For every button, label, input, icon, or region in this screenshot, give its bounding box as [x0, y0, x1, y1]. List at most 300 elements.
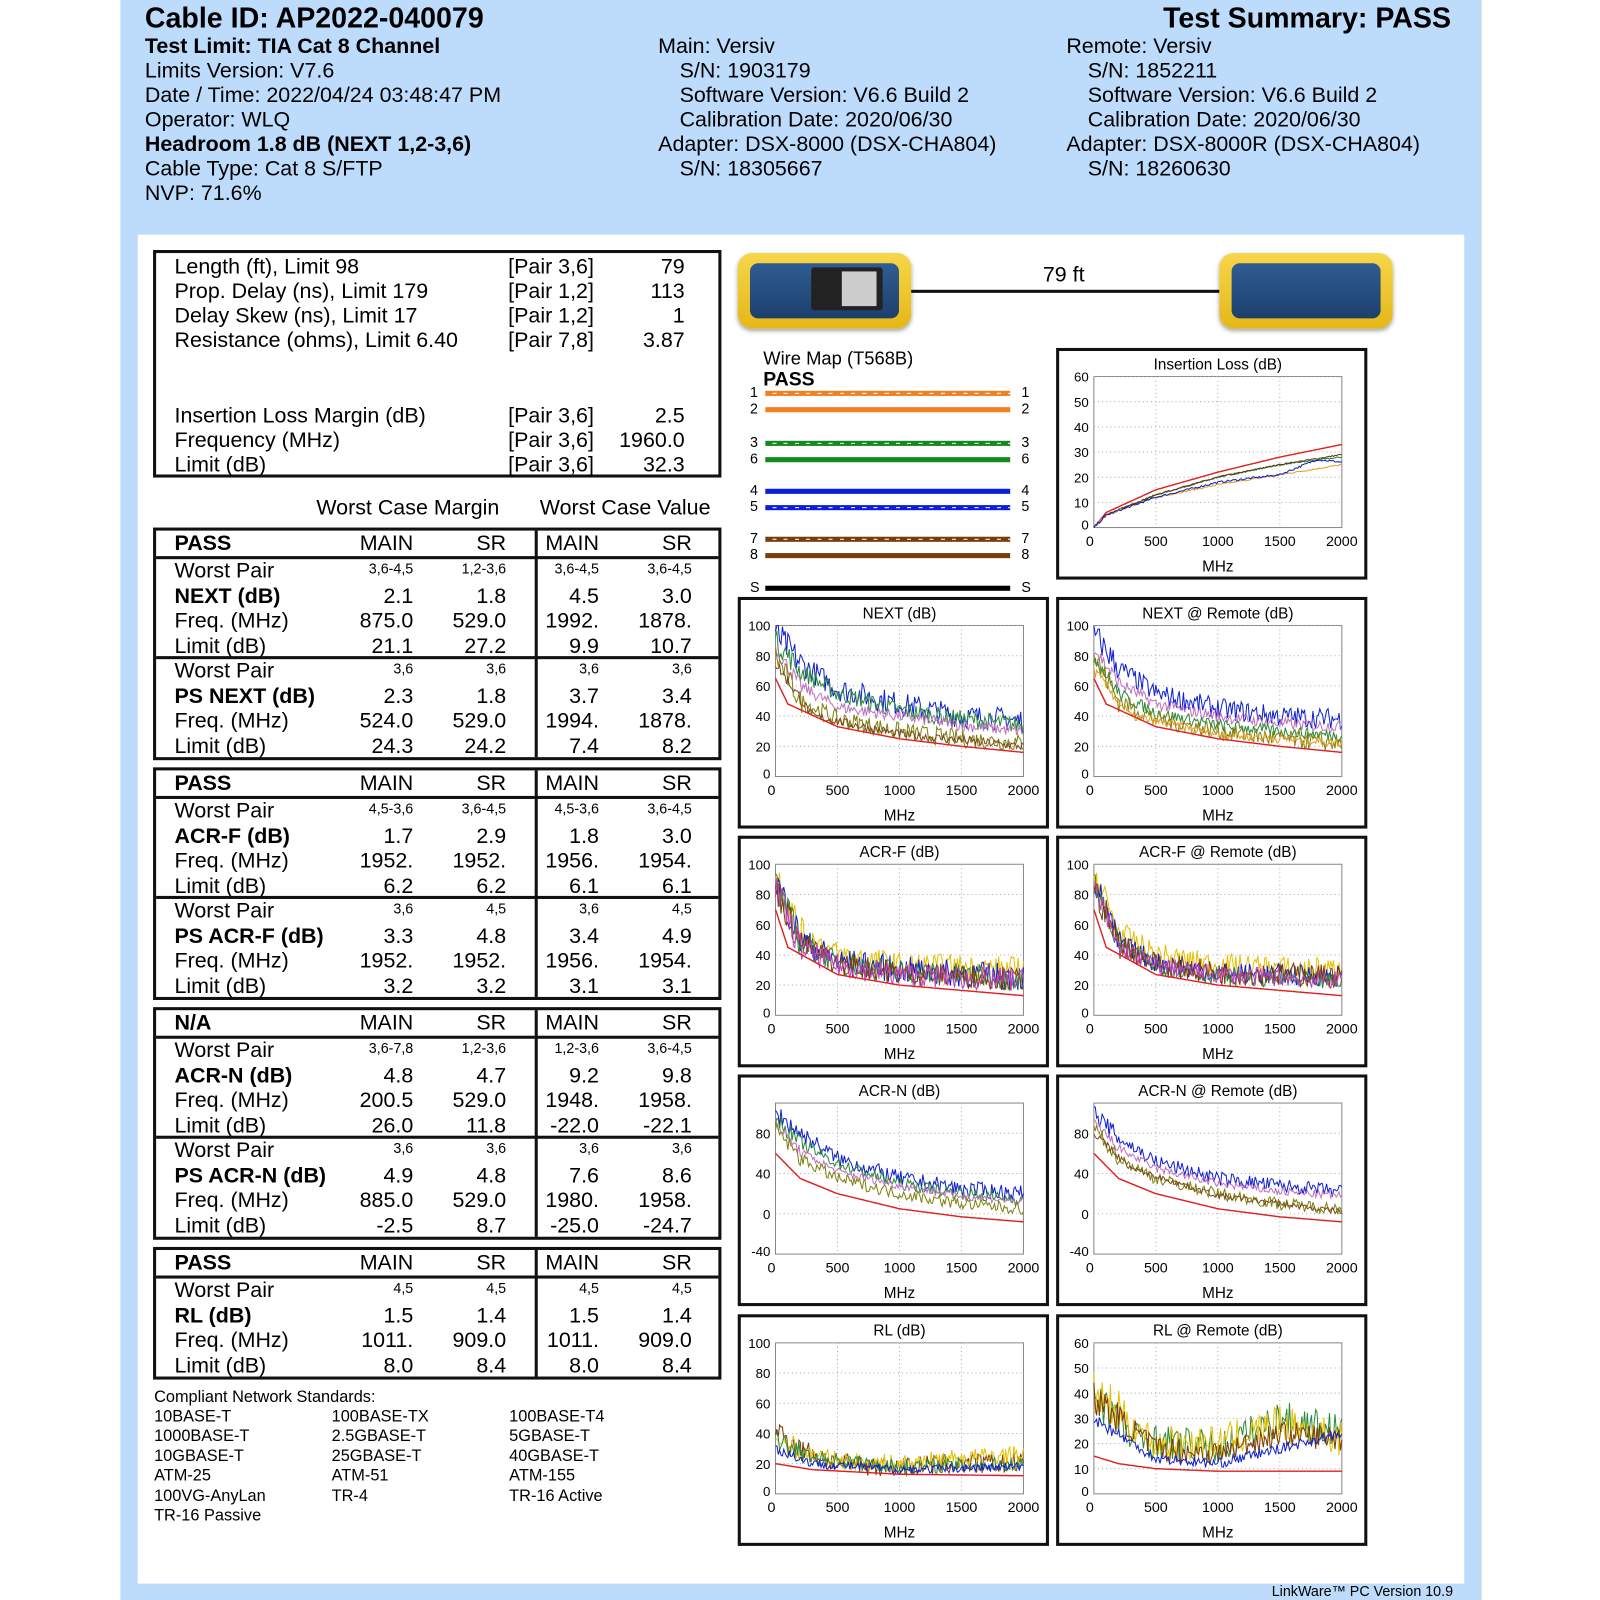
- column-header: SR: [662, 1011, 692, 1035]
- wire-4: [765, 489, 1010, 494]
- wire-pin-right: 5: [1021, 497, 1030, 515]
- limit-cell: 8.0: [383, 1353, 414, 1378]
- wire-3: [765, 441, 1010, 446]
- chart-title: ACR-N (dB): [858, 1082, 941, 1100]
- value-cell: 3.0: [662, 823, 692, 848]
- x-tick-label: 0: [1085, 1500, 1094, 1517]
- value-cell: 3.4: [662, 684, 692, 708]
- chart-canvas: [1059, 600, 1364, 826]
- x-axis-label: MHz: [883, 807, 916, 825]
- main-info-line: Calibration Date: 2020/06/30: [679, 108, 953, 132]
- freq-cell: 1956.: [545, 948, 599, 973]
- freq-cell: 1980.: [545, 1188, 599, 1213]
- results-table: [153, 1007, 721, 1240]
- limit-cell: 3.2: [476, 973, 507, 998]
- summary-value: 1960.0: [619, 428, 685, 453]
- row-label: Worst Pair: [174, 1138, 275, 1163]
- cable-id: Cable ID: AP2022-040079: [144, 2, 484, 34]
- table-status: N/A: [174, 1011, 212, 1035]
- column-header: MAIN: [359, 1251, 414, 1275]
- y-tick-label: 0: [1081, 517, 1089, 533]
- chart-canvas: [1059, 1078, 1364, 1304]
- row-label: NEXT (dB): [174, 584, 281, 608]
- x-tick-label: 500: [1143, 782, 1168, 799]
- wire-5: [765, 505, 1010, 510]
- standard-item: 100BASE-T4: [509, 1408, 605, 1426]
- limit-cell: 11.8: [465, 1113, 507, 1138]
- freq-cell: 885.0: [359, 1188, 414, 1213]
- standard-item: 100BASE-TX: [331, 1408, 429, 1426]
- row-label: Limit (dB): [174, 873, 267, 898]
- column-header: SR: [662, 1251, 692, 1275]
- y-tick-label: 40: [1074, 709, 1089, 725]
- standard-item: TR-16 Passive: [154, 1507, 262, 1525]
- test-summary: Test Summary: PASS: [1163, 2, 1452, 34]
- freq-cell: 1952.: [359, 848, 414, 873]
- x-axis-label: MHz: [1202, 1284, 1234, 1302]
- value-cell: 2.1: [383, 584, 414, 608]
- row-label: Freq. (MHz): [174, 1328, 289, 1353]
- freq-cell: 1958.: [638, 1088, 692, 1113]
- remote-info-line: Remote: Versiv: [1066, 34, 1212, 59]
- freq-cell: 200.5: [359, 1088, 414, 1113]
- standard-item: TR-16 Active: [509, 1487, 603, 1505]
- row-label: Freq. (MHz): [174, 1188, 289, 1213]
- value-cell: 2.9: [476, 823, 507, 848]
- x-tick-label: 2000: [1325, 1021, 1358, 1038]
- summary-label: Insertion Loss Margin (dB): [174, 404, 426, 428]
- wire-S: [765, 586, 1010, 591]
- chart-canvas: [741, 1078, 1046, 1304]
- y-tick-label: 80: [755, 887, 771, 903]
- cable-link-line: [911, 290, 1219, 293]
- chart-rl-db: [738, 1314, 1049, 1546]
- summary-label: Prop. Delay (ns), Limit 179: [174, 279, 429, 304]
- freq-cell: 1956.: [545, 848, 599, 873]
- worst-pair-cell: 4,5-3,6: [554, 799, 599, 817]
- value-cell: 4.9: [383, 1163, 414, 1188]
- x-axis-label: MHz: [1202, 807, 1234, 825]
- y-tick-label: 100: [748, 618, 771, 634]
- freq-cell: 1948.: [545, 1088, 599, 1113]
- row-label: Freq. (MHz): [174, 848, 289, 873]
- value-cell: 1.8: [476, 684, 507, 708]
- limit-cell: 26.0: [371, 1113, 414, 1138]
- worst-pair-cell: 3,6-4,5: [461, 799, 507, 817]
- chart-insertion-loss-db: [1056, 348, 1367, 580]
- row-label: PS ACR-N (dB): [174, 1163, 327, 1188]
- y-tick-label: 60: [1074, 679, 1089, 695]
- column-header: SR: [476, 1011, 507, 1035]
- value-cell: 4.8: [383, 1063, 414, 1088]
- y-tick-label: 20: [1074, 1436, 1089, 1452]
- y-tick-label: 20: [1074, 470, 1089, 486]
- summary-label: Delay Skew (ns), Limit 17: [174, 304, 418, 328]
- plot-area: [776, 626, 1024, 777]
- y-tick-label: 80: [755, 1126, 771, 1142]
- y-tick-label: 0: [763, 766, 771, 782]
- worst-pair-cell: 3,6: [671, 1139, 692, 1157]
- worst-pair-cell: 3,6: [393, 899, 414, 917]
- row-label: Freq. (MHz): [174, 709, 289, 733]
- row-label: Worst Pair: [174, 898, 275, 923]
- y-tick-label: 60: [755, 679, 771, 695]
- wire-pin-left: 7: [749, 529, 758, 546]
- wire-pin-left: 2: [749, 399, 758, 417]
- y-tick-label: 10: [1074, 1461, 1089, 1477]
- summary-results-box: [153, 250, 721, 478]
- worst-pair-cell: 4,5: [486, 1279, 507, 1296]
- left-info-line: Date / Time: 2022/04/24 03:48:47 PM: [144, 83, 502, 108]
- chart-next-remote-db: [1056, 597, 1367, 829]
- worst-pair-cell: 3,6: [486, 1139, 507, 1157]
- summary-value: 32.3: [642, 453, 685, 477]
- x-tick-label: 1500: [1263, 533, 1296, 550]
- x-axis-label: MHz: [1202, 1524, 1234, 1542]
- column-header: MAIN: [359, 531, 414, 556]
- y-tick-label: 40: [755, 1166, 771, 1182]
- column-header: SR: [662, 531, 692, 556]
- x-tick-label: 1500: [1263, 1260, 1296, 1277]
- x-tick-label: 1500: [945, 782, 978, 799]
- y-tick-label: -40: [751, 1244, 771, 1260]
- limit-cell: 10.7: [650, 634, 692, 658]
- summary-pair: [Pair 3,6]: [508, 255, 594, 279]
- standard-item: TR-4: [331, 1487, 368, 1505]
- summary-label: Resistance (ohms), Limit 6.40: [174, 328, 458, 353]
- column-header: SR: [476, 771, 507, 795]
- worst-pair-cell: 3,6: [393, 1139, 414, 1157]
- standards-title: Compliant Network Standards:: [154, 1388, 376, 1407]
- remote-info-line: Software Version: V6.6 Build 2: [1087, 83, 1378, 108]
- y-tick-label: 50: [1074, 1361, 1089, 1377]
- x-tick-label: 500: [825, 782, 850, 799]
- summary-pair: [Pair 3,6]: [508, 453, 594, 477]
- column-header: SR: [476, 531, 507, 556]
- y-tick-label: 60: [1074, 1335, 1089, 1351]
- x-tick-label: 500: [1143, 1021, 1168, 1038]
- wire-pin-left: S: [749, 578, 760, 595]
- chart-acr-n-remote-db: [1056, 1074, 1367, 1306]
- freq-cell: 1952.: [452, 948, 507, 973]
- freq-cell: 529.0: [452, 609, 507, 633]
- y-tick-label: 0: [1081, 1483, 1089, 1499]
- x-tick-label: 0: [1085, 782, 1094, 799]
- row-label: Limit (dB): [174, 1353, 267, 1378]
- worst-pair-cell: 4,5: [393, 1279, 414, 1296]
- summary-value: 79: [660, 255, 685, 279]
- left-info-line: Operator: WLQ: [144, 108, 291, 132]
- x-tick-label: 2000: [1325, 533, 1358, 550]
- left-info-line: NVP: 71.6%: [144, 181, 262, 206]
- worst-pair-cell: 1,2-3,6: [461, 560, 507, 577]
- summary-label: Frequency (MHz): [174, 428, 341, 453]
- limit-cell: -22.1: [642, 1113, 692, 1138]
- x-tick-label: 0: [1085, 1021, 1094, 1038]
- freq-cell: 1011.: [361, 1328, 414, 1353]
- row-label: Limit (dB): [174, 1113, 267, 1138]
- x-tick-label: 1500: [945, 1021, 978, 1038]
- x-tick-label: 500: [1143, 1500, 1168, 1517]
- y-tick-label: 20: [755, 1456, 771, 1472]
- limit-cell: 8.7: [476, 1213, 507, 1238]
- x-tick-label: 2000: [1007, 1260, 1040, 1277]
- wire-pin-left: 5: [749, 497, 758, 515]
- worst-pair-cell: 3,6: [671, 660, 692, 677]
- limit-cell: 8.4: [662, 1353, 692, 1378]
- test-info: [145, 35, 501, 206]
- y-tick-label: 60: [1074, 369, 1089, 385]
- x-tick-label: 0: [767, 1021, 776, 1038]
- worst-pair-cell: 4,5-3,6: [368, 799, 414, 817]
- freq-cell: 1994.: [545, 709, 599, 733]
- column-header: MAIN: [545, 1251, 599, 1275]
- wire-pin-left: 1: [749, 383, 758, 400]
- y-tick-label: -40: [1069, 1244, 1089, 1260]
- chart-title: ACR-F (dB): [859, 844, 940, 862]
- x-axis-label: MHz: [1202, 1046, 1234, 1064]
- freq-cell: 529.0: [452, 1188, 507, 1213]
- value-cell: 4.8: [476, 1163, 507, 1188]
- y-tick-label: 20: [755, 978, 771, 994]
- worst-pair-cell: 4,5: [671, 1279, 692, 1296]
- x-tick-label: 2000: [1325, 1260, 1358, 1277]
- row-label: Worst Pair: [174, 1038, 275, 1063]
- limit-cell: 8.0: [569, 1353, 599, 1378]
- y-tick-label: 60: [1074, 917, 1089, 933]
- value-cell: 1.5: [569, 1303, 599, 1328]
- worst-case-value-heading: Worst Case Value: [539, 495, 711, 520]
- x-axis-label: MHz: [883, 1046, 916, 1064]
- value-cell: 3.7: [569, 684, 599, 708]
- chart-title: RL @ Remote (dB): [1152, 1322, 1283, 1340]
- main-unit-info: [658, 35, 996, 182]
- wire-pin-right: S: [1021, 578, 1031, 595]
- y-tick-label: 0: [1081, 766, 1089, 782]
- freq-cell: 1952.: [452, 848, 507, 873]
- y-tick-label: 80: [755, 648, 771, 664]
- worst-pair-cell: 3,6: [579, 660, 599, 677]
- x-tick-label: 1500: [1263, 1021, 1296, 1038]
- x-tick-label: 500: [1143, 533, 1168, 550]
- chart-title: ACR-N @ Remote (dB): [1138, 1082, 1298, 1100]
- standard-item: 5GBASE-T: [509, 1427, 590, 1446]
- main-info-line: Software Version: V6.6 Build 2: [679, 83, 970, 108]
- worst-pair-cell: 3,6-4,5: [647, 560, 692, 577]
- limit-cell: 24.3: [371, 734, 414, 758]
- main-info-line: Main: Versiv: [658, 34, 775, 59]
- wire-pin-left: 6: [749, 449, 758, 467]
- remote-unit-info: [1066, 35, 1420, 182]
- wire-pin-right: 2: [1021, 399, 1030, 417]
- value-cell: 3.4: [569, 923, 599, 948]
- wire-2: [765, 407, 1010, 412]
- remote-info-line: Adapter: DSX-8000R (DSX-CHA804): [1066, 132, 1421, 157]
- value-cell: 7.6: [569, 1163, 599, 1188]
- y-tick-label: 40: [1074, 1166, 1089, 1182]
- y-tick-label: 80: [1074, 887, 1089, 903]
- freq-cell: 1878.: [638, 609, 692, 633]
- value-cell: 8.6: [662, 1163, 692, 1188]
- chart-next-db: [738, 597, 1049, 829]
- standard-item: 25GBASE-T: [331, 1447, 422, 1466]
- x-tick-label: 1500: [1263, 782, 1296, 799]
- column-divider: [535, 531, 538, 758]
- remote-tester-image: [1219, 253, 1392, 329]
- table-status: PASS: [174, 1251, 232, 1275]
- y-tick-label: 100: [748, 857, 771, 873]
- wire-7: [765, 537, 1010, 542]
- results-table: [153, 528, 721, 761]
- chart-title: NEXT @ Remote (dB): [1142, 605, 1294, 623]
- freq-cell: 1954.: [638, 848, 692, 873]
- summary-value: 113: [650, 279, 685, 304]
- y-tick-label: 0: [763, 1005, 771, 1021]
- chart-acr-f-db: [738, 836, 1049, 1068]
- column-header: MAIN: [359, 1011, 414, 1035]
- freq-cell: 875.0: [359, 609, 414, 633]
- y-tick-label: 0: [1081, 1206, 1089, 1222]
- summary-label: Limit (dB): [174, 453, 267, 477]
- summary-pair: [Pair 1,2]: [508, 304, 594, 328]
- y-tick-label: 0: [763, 1206, 771, 1222]
- column-header: SR: [662, 771, 692, 795]
- summary-pair: [Pair 1,2]: [508, 279, 594, 304]
- wire-pin-left: 3: [749, 433, 758, 450]
- chart-acr-n-db: [738, 1074, 1049, 1306]
- row-label: PS ACR-F (dB): [174, 923, 324, 948]
- y-tick-label: 40: [1074, 419, 1089, 435]
- column-header: SR: [476, 1251, 507, 1275]
- value-cell: 3.0: [662, 584, 692, 608]
- limit-cell: 6.2: [383, 873, 414, 898]
- freq-cell: 1958.: [638, 1188, 692, 1213]
- chart-rl-remote-db: [1056, 1314, 1367, 1546]
- y-tick-label: 30: [1074, 1411, 1089, 1427]
- standard-item: 40GBASE-T: [509, 1447, 600, 1466]
- value-cell: 4.7: [476, 1063, 507, 1088]
- limit-cell: -25.0: [550, 1213, 599, 1238]
- summary-label: Length (ft), Limit 98: [174, 255, 360, 279]
- table-status: PASS: [174, 771, 232, 795]
- worst-pair-cell: 3,6-7,8: [368, 1039, 414, 1057]
- x-tick-label: 0: [767, 1500, 776, 1517]
- value-cell: 9.8: [662, 1063, 692, 1088]
- y-tick-label: 20: [1074, 739, 1089, 755]
- y-tick-label: 100: [1066, 618, 1089, 634]
- x-tick-label: 0: [767, 1260, 776, 1277]
- row-label: Freq. (MHz): [174, 609, 289, 633]
- worst-pair-cell: 1,2-3,6: [554, 1039, 599, 1057]
- chart-canvas: [741, 839, 1046, 1065]
- chart-canvas: [1059, 351, 1364, 577]
- x-tick-label: 1000: [883, 1260, 916, 1277]
- left-info-line: Test Limit: TIA Cat 8 Channel: [144, 34, 441, 59]
- row-label: RL (dB): [174, 1303, 252, 1328]
- row-label: Limit (dB): [174, 1213, 267, 1238]
- freq-cell: 1954.: [638, 948, 692, 973]
- value-cell: 2.3: [383, 684, 414, 708]
- value-cell: 4.5: [569, 584, 599, 608]
- limit-cell: -24.7: [642, 1213, 692, 1238]
- column-header: MAIN: [545, 1011, 599, 1035]
- freq-cell: 1952.: [359, 948, 414, 973]
- row-label: Worst Pair: [174, 659, 275, 683]
- row-label: Limit (dB): [174, 634, 267, 658]
- row-label: PS NEXT (dB): [174, 684, 315, 708]
- left-info-line: Cable Type: Cat 8 S/FTP: [144, 157, 383, 181]
- plot-area: [1094, 1103, 1342, 1254]
- y-tick-label: 0: [763, 1483, 771, 1499]
- y-tick-label: 100: [1066, 857, 1089, 873]
- wire-pin-right: 8: [1021, 545, 1030, 563]
- column-header: MAIN: [359, 771, 414, 795]
- wire-pin-left: 8: [749, 545, 758, 563]
- limit-cell: 3.1: [662, 973, 692, 998]
- limit-cell: 6.2: [476, 873, 507, 898]
- standard-item: 2.5GBASE-T: [331, 1427, 427, 1446]
- software-version-footer: LinkWare™ PC Version 10.9: [1271, 1582, 1454, 1599]
- chart-title: Insertion Loss (dB): [1153, 356, 1283, 374]
- y-tick-label: 80: [1074, 1126, 1089, 1142]
- x-tick-label: 0: [767, 782, 776, 799]
- main-info-line: S/N: 18305667: [679, 157, 823, 181]
- wire-6: [765, 457, 1010, 462]
- y-tick-label: 60: [755, 1396, 771, 1412]
- y-tick-label: 80: [755, 1366, 771, 1382]
- y-tick-label: 40: [755, 947, 771, 963]
- y-tick-label: 30: [1074, 445, 1089, 461]
- standard-item: 10BASE-T: [154, 1408, 232, 1426]
- link-length: 79 ft: [1042, 263, 1085, 287]
- y-tick-label: 40: [755, 1426, 771, 1442]
- remote-info-line: S/N: 1852211: [1087, 59, 1218, 83]
- row-label: Worst Pair: [174, 798, 275, 823]
- chart-title: NEXT (dB): [862, 605, 937, 623]
- column-divider: [535, 770, 538, 997]
- x-tick-label: 0: [1085, 1260, 1094, 1277]
- limit-cell: 6.1: [662, 873, 692, 898]
- x-tick-label: 1000: [1201, 1021, 1234, 1038]
- wire-pin-right: 3: [1021, 433, 1030, 450]
- limit-cell: 27.2: [464, 634, 507, 658]
- freq-cell: 524.0: [359, 709, 414, 733]
- summary-pair: [Pair 3,6]: [508, 404, 594, 428]
- table-status: PASS: [174, 531, 232, 556]
- value-cell: 4.9: [662, 923, 692, 948]
- main-info-line: S/N: 1903179: [679, 59, 811, 83]
- wire-8: [765, 553, 1010, 558]
- worst-pair-cell: 1,2-3,6: [461, 1039, 507, 1057]
- results-table: [153, 767, 721, 1000]
- limit-cell: -22.0: [550, 1113, 599, 1138]
- x-tick-label: 2000: [1007, 1500, 1040, 1517]
- value-cell: 1.4: [476, 1303, 507, 1328]
- value-cell: 4.8: [476, 923, 507, 948]
- limit-cell: 8.2: [662, 734, 692, 758]
- value-cell: 1.7: [383, 823, 414, 848]
- row-label: Worst Pair: [174, 559, 275, 583]
- value-cell: 1.8: [476, 584, 507, 608]
- worst-pair-cell: 3,6: [393, 660, 414, 677]
- y-tick-label: 40: [1074, 947, 1089, 963]
- wire-pin-right: 6: [1021, 449, 1030, 467]
- x-tick-label: 2000: [1325, 782, 1358, 799]
- column-header: MAIN: [545, 531, 599, 556]
- chart-acr-f-remote-db: [1056, 836, 1367, 1068]
- x-tick-label: 1000: [1201, 1500, 1234, 1517]
- worst-pair-cell: 3,6-4,5: [368, 560, 414, 577]
